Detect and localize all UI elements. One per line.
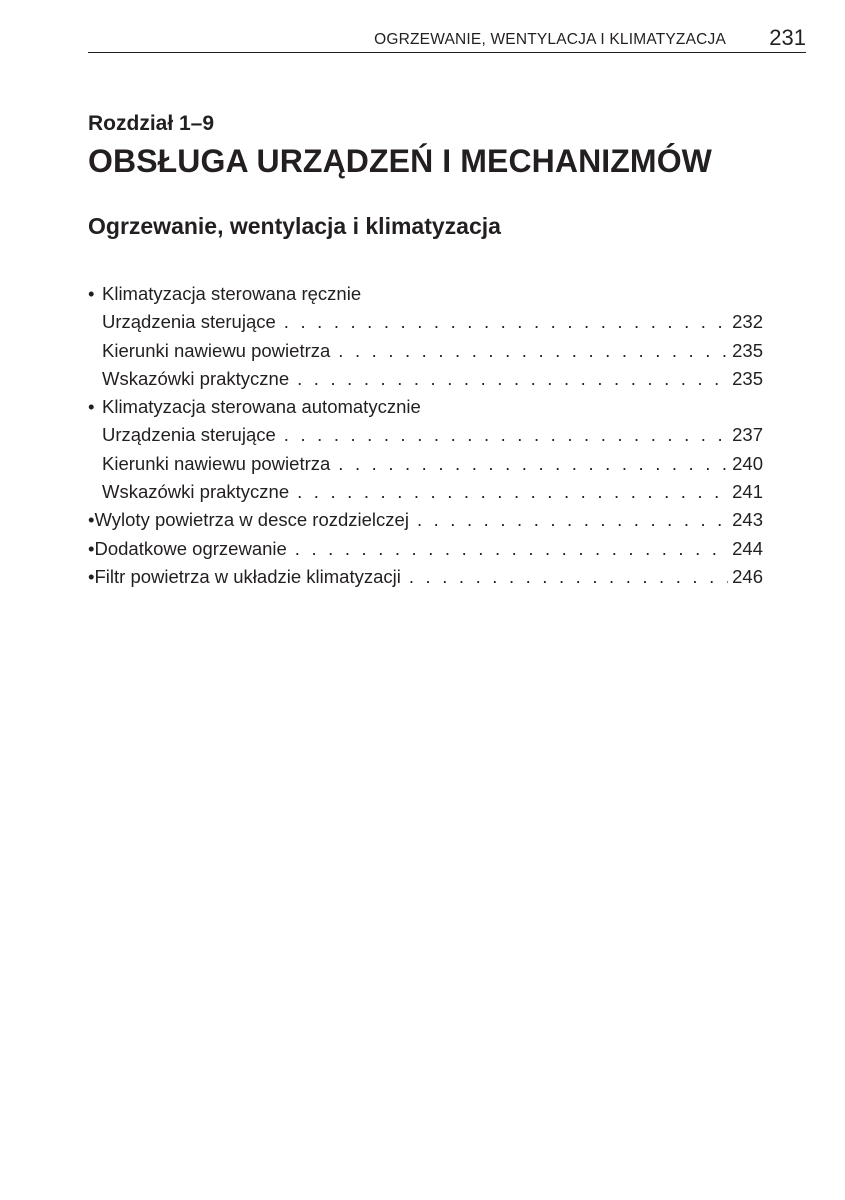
toc-bullet: •	[88, 537, 95, 559]
toc-entry-label: Urządzenia sterujące	[102, 424, 276, 446]
toc-row	[88, 563, 763, 591]
toc-bullet: •	[88, 565, 95, 587]
toc-group-row	[88, 280, 763, 308]
toc-row	[88, 450, 763, 478]
toc-dot-leader	[297, 478, 728, 506]
toc-row	[88, 535, 763, 563]
toc-bullet: •	[88, 396, 95, 418]
toc-entry-label: Filtr powietrza w układzie klimatyzacji	[94, 565, 401, 587]
toc-row	[88, 421, 763, 449]
toc-entry-label: Wyloty powietrza w desce rozdzielczej	[94, 509, 409, 531]
section-title: Ogrzewanie, wentylacja i klimatyzacja	[88, 213, 501, 239]
toc-dot-leader	[417, 506, 728, 534]
toc-dot-leader	[297, 365, 728, 393]
chapter-title: OBSŁUGA URZĄDZEŃ I MECHANIZMÓW	[88, 143, 712, 179]
toc-row	[88, 478, 763, 506]
toc-row	[88, 308, 763, 336]
toc-page-number: 240	[732, 452, 763, 474]
table-of-contents	[88, 280, 763, 591]
toc-page-number: 237	[732, 424, 763, 446]
toc-row	[88, 337, 763, 365]
toc-row	[88, 506, 763, 534]
toc-entry-label: Klimatyzacja sterowana ręcznie	[102, 283, 362, 304]
toc-entry-label: Urządzenia sterujące	[102, 311, 276, 333]
toc-bullet: •	[88, 283, 95, 304]
toc-entry-label: Kierunki nawiewu powietrza	[102, 339, 331, 361]
toc-entry-label: Kierunki nawiewu powietrza	[102, 452, 331, 474]
running-header	[88, 24, 806, 53]
toc-page-number: 232	[732, 311, 763, 333]
toc-entry-label: Klimatyzacja sterowana automatycznie	[102, 396, 421, 418]
toc-page-number: 241	[732, 481, 763, 503]
toc-page-number: 244	[732, 537, 763, 559]
toc-entry-label: Wskazówki praktyczne	[102, 481, 290, 503]
toc-entry-label: Dodatkowe ogrzewanie	[94, 537, 287, 559]
toc-bullet: •	[88, 509, 95, 531]
toc-dot-leader	[284, 308, 728, 336]
toc-dot-leader	[338, 337, 728, 365]
chapter-label: Rozdział 1–9	[88, 112, 215, 135]
toc-page-number: 235	[732, 339, 763, 361]
toc-group-row	[88, 393, 763, 421]
toc-row	[88, 365, 763, 393]
running-title: OGRZEWANIE, WENTYLACJA I KLIMATYZACJA	[374, 31, 726, 48]
toc-dot-leader	[338, 450, 728, 478]
toc-page-number: 243	[732, 509, 763, 531]
toc-page-number: 246	[732, 565, 763, 587]
toc-dot-leader	[284, 421, 728, 449]
toc-page-number: 235	[732, 367, 763, 389]
toc-entry-label: Wskazówki praktyczne	[102, 367, 290, 389]
page-number: 231	[769, 25, 806, 50]
toc-dot-leader	[295, 535, 728, 563]
toc-dot-leader	[409, 563, 728, 591]
